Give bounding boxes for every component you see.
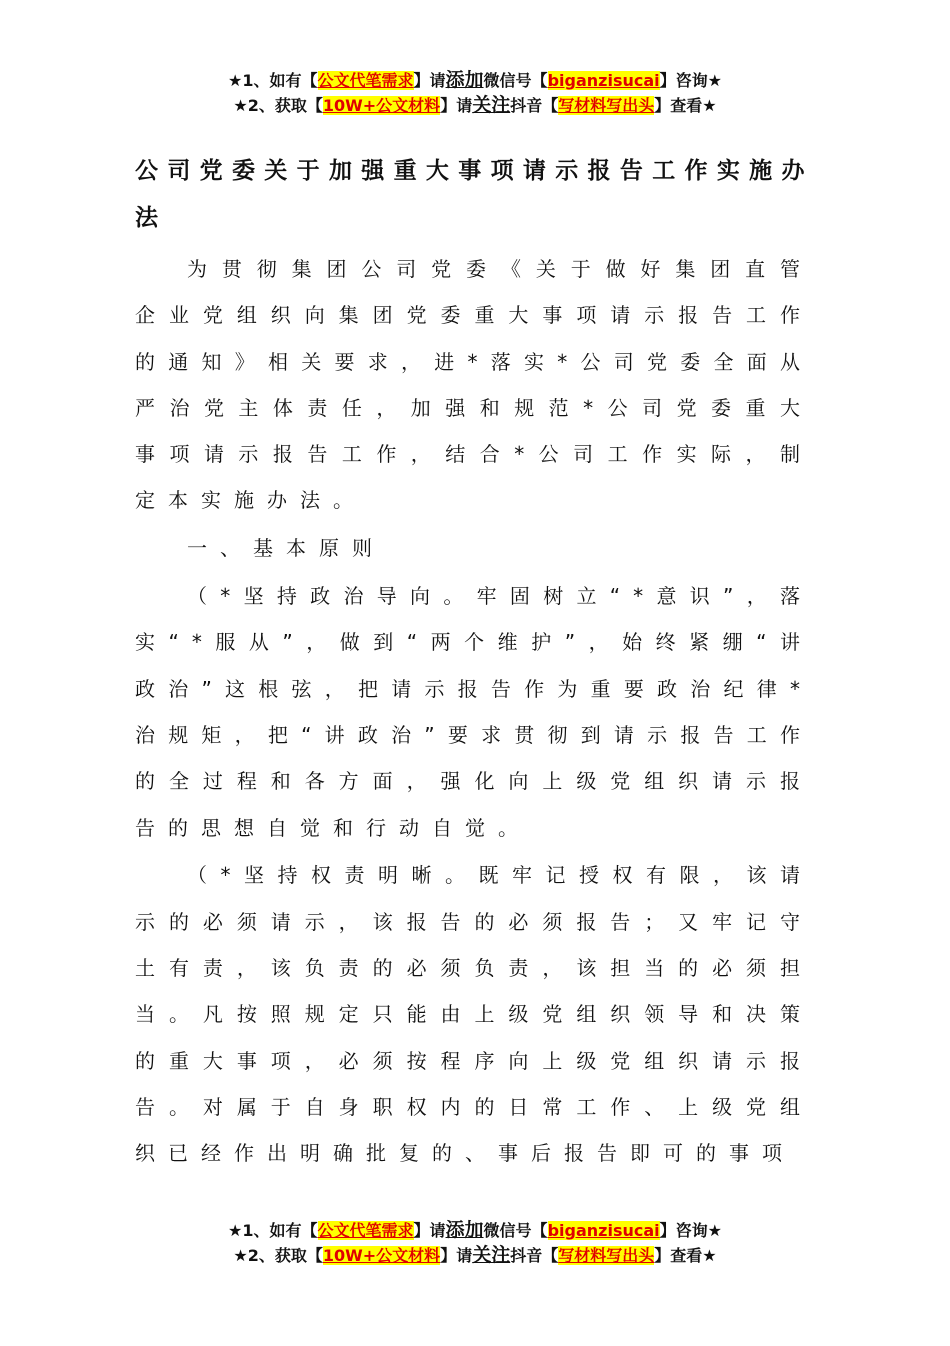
intro-paragraph: 为贯彻集团公司党委《关于做好集团直管企业党组织向集团党委重大事项请示报告工作的通知》相关要求，进*落实*公司党委全面从严治党主体责任，加强和规范*公司党委重大事项请示报告工作，结合*公司工作实际，制定本实施办法。	[135, 257, 813, 513]
promo-line-2-prefix: ★2、获取【	[233, 96, 323, 115]
promo-line-1-middle2: 微信号【	[483, 71, 548, 90]
section-heading-basic-principles: 一、基本原则	[187, 536, 385, 561]
promo-follow-text: 关注	[472, 94, 511, 116]
promo-douyin-id: 写材料写出头	[558, 96, 655, 115]
promo-materials-highlight: 10W+公文材料	[322, 1246, 441, 1265]
promo-banner-bottom	[0, 1218, 950, 1268]
promo-line-2-suffix: 】查看★	[654, 1246, 717, 1265]
document-body	[135, 148, 813, 1176]
promo-line-2-middle: 】请	[440, 1246, 473, 1265]
promo-line-1-suffix: 】咨询★	[659, 1221, 722, 1240]
promo-add-text: 添加	[445, 1219, 484, 1241]
promo-follow-text: 关注	[472, 1244, 511, 1266]
promo-line-2-prefix: ★2、获取【	[233, 1246, 323, 1265]
promo-line-2-middle: 】请	[440, 96, 473, 115]
promo-line-1-prefix: ★1、如有【	[228, 71, 318, 90]
promo-line-2-suffix: 】查看★	[654, 96, 717, 115]
promo-line-1-suffix: 】咨询★	[659, 71, 722, 90]
promo-line-1-middle: 】请	[413, 1221, 446, 1240]
promo-line-1-prefix: ★1、如有【	[228, 1221, 318, 1240]
promo-service-highlight: 公文代笔需求	[317, 71, 414, 90]
promo-line-2-middle2: 抖音【	[510, 96, 559, 115]
document-title: 公司党委关于加强重大事项请示报告工作实施办法	[135, 158, 813, 231]
promo-line-2-middle2: 抖音【	[510, 1246, 559, 1265]
principle-clear-responsibilities: （*坚持权责明晰。既牢记授权有限，该请示的必须请示，该报告的必须报告；又牢记守土有责，该负责的必须负责，该担当的必须担当。凡按照规定只能由上级党组织领导和决策的重大事项，必须按程序向上级党组织请示报告。对属于自身职权内的日常工作、上级党组织已经作出明确批复的、事后报告即可的事项	[135, 863, 813, 1166]
promo-add-text: 添加	[445, 69, 484, 91]
promo-line-2-bottom	[0, 1243, 950, 1268]
promo-line-1-middle: 】请	[413, 71, 446, 90]
principle-political-orientation: （*坚持政治导向。牢固树立“*意识”，落实“*服从”，做到“两个维护”，始终紧绷“讲政治”这根弦，把请示报告作为重要政治纪律*治规矩，把“讲政治”要求贯彻到请示报告工作的全过程和各方面，强化向上级党组织请示报告的思想自觉和行动自觉。	[135, 584, 813, 840]
promo-wechat-id: biganzisucai	[547, 71, 660, 90]
promo-service-highlight: 公文代笔需求	[317, 1221, 414, 1240]
promo-line-1-bottom	[0, 1218, 950, 1243]
promo-line-1-middle2: 微信号【	[483, 1221, 548, 1240]
promo-douyin-id: 写材料写出头	[558, 1246, 655, 1265]
promo-wechat-id: biganzisucai	[547, 1221, 660, 1240]
promo-materials-highlight: 10W+公文材料	[322, 96, 441, 115]
